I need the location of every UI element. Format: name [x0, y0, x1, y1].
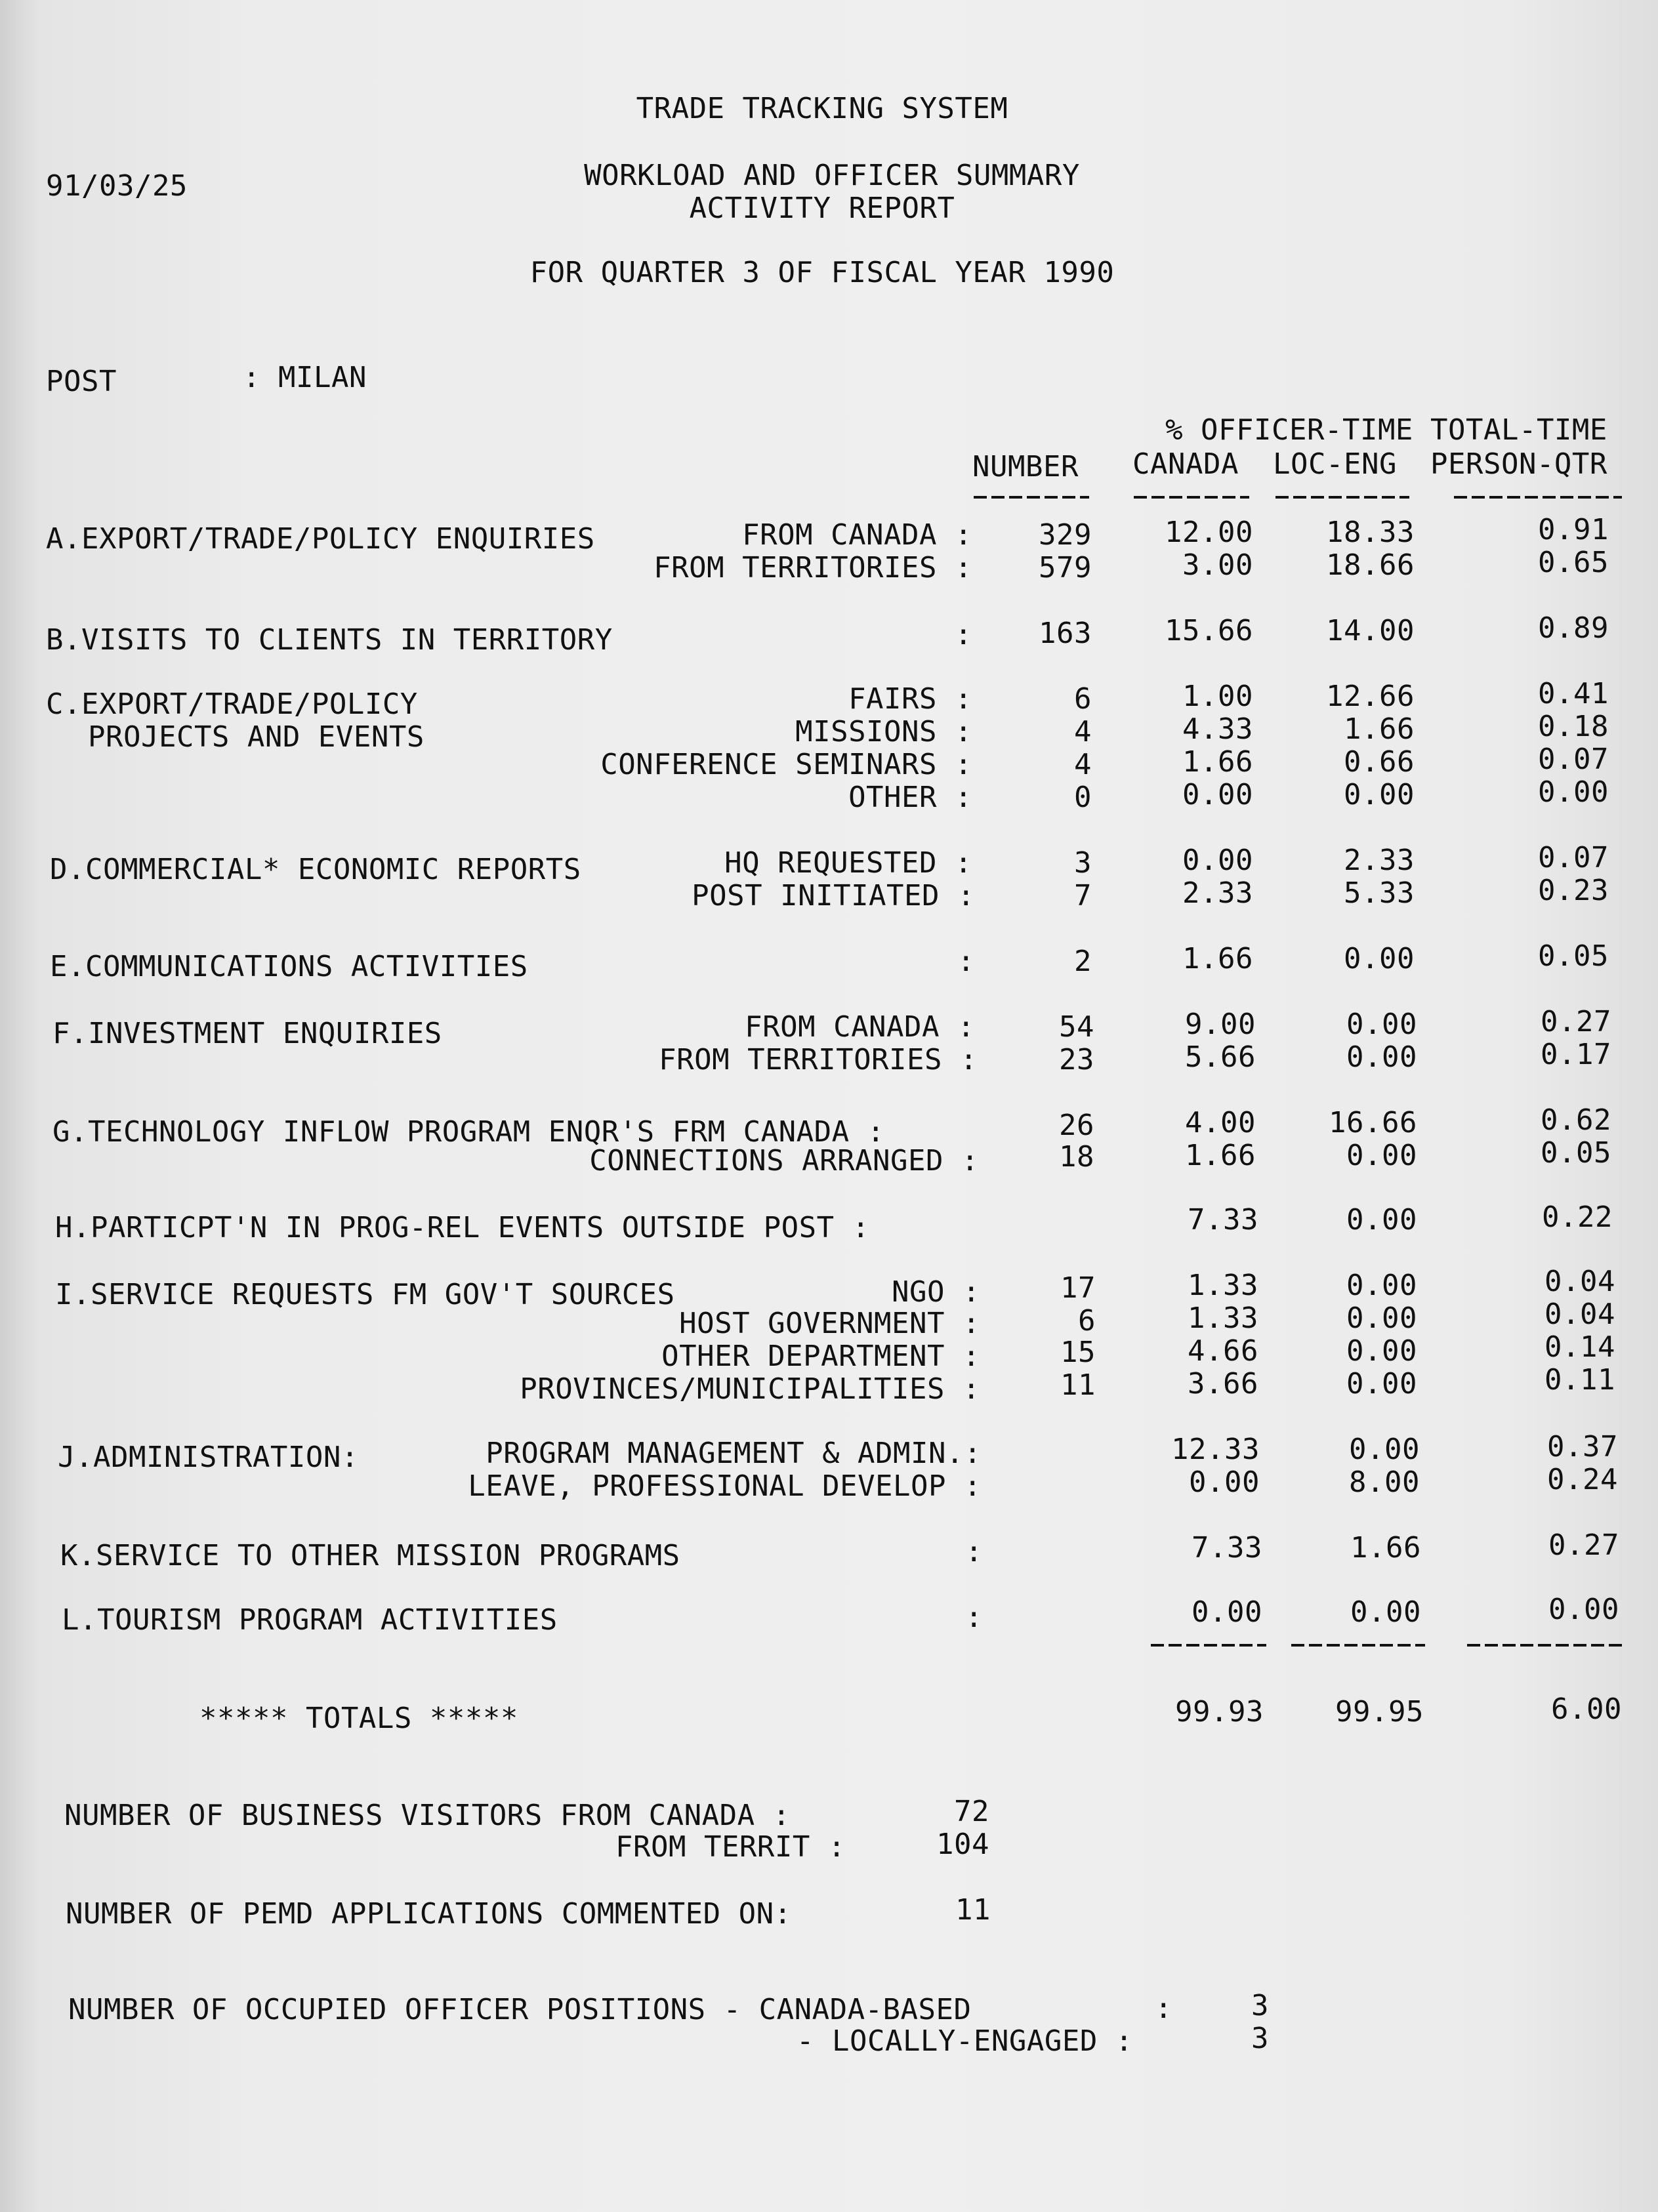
canada-cell: 4.66	[1188, 1334, 1258, 1368]
loc-eng-cell: 18.66	[1326, 548, 1415, 582]
canada-cell: 0.00	[1192, 1595, 1262, 1629]
person-qtr-underline	[1454, 496, 1622, 499]
positions-label: NUMBER OF OCCUPIED OFFICER POSITIONS - CANADA-BASED	[68, 1993, 972, 2026]
person-qtr-cell: 0.62	[1541, 1103, 1611, 1137]
person-qtr-cell: 0.91	[1538, 513, 1609, 546]
person-qtr-cell: 0.27	[1541, 1005, 1611, 1038]
loc-eng-cell: 12.66	[1326, 680, 1415, 713]
report-subtitle: ACTIVITY REPORT	[689, 192, 955, 225]
sub-label: :	[957, 945, 975, 978]
section-label: C.EXPORT/TRADE/POLICY	[46, 687, 418, 721]
report-period: FOR QUARTER 3 OF FISCAL YEAR 1990	[529, 256, 1115, 289]
section-label: I.SERVICE REQUESTS FM GOV'T SOURCES	[55, 1278, 675, 1311]
sub-label: PROVINCES/MUNICIPALITIES :	[520, 1372, 980, 1406]
sub-label: :	[955, 618, 972, 651]
loc-eng-cell: 0.00	[1346, 1040, 1417, 1074]
sub-label: HQ REQUESTED :	[724, 846, 972, 880]
section-label: L.TOURISM PROGRAM ACTIVITIES	[62, 1603, 558, 1637]
sub-label: OTHER DEPARTMENT :	[661, 1340, 980, 1373]
loc-eng-cell: 1.66	[1350, 1531, 1421, 1565]
loc-eng-cell: 1.66	[1344, 712, 1415, 746]
report-date: 91/03/25	[46, 169, 188, 203]
post-value: : MILAN	[243, 361, 367, 394]
person-qtr-cell: 0.04	[1544, 1265, 1615, 1298]
loc-eng-cell: 14.00	[1326, 614, 1415, 647]
positions-local-value: 3	[1251, 2022, 1269, 2055]
canada-cell: 15.66	[1165, 614, 1253, 647]
total-time-header: TOTAL-TIME	[1430, 413, 1607, 447]
loc-eng-cell: 0.00	[1346, 1367, 1417, 1401]
section-label: A.EXPORT/TRADE/POLICY ENQUIRIES	[46, 522, 595, 556]
canada-cell: 12.00	[1165, 516, 1253, 549]
number-cell: 7	[1074, 879, 1092, 912]
business-visitors-territ: 104	[936, 1828, 989, 1861]
loc-eng-cell: 0.66	[1344, 745, 1415, 779]
canada-cell: 3.66	[1188, 1367, 1258, 1401]
sub-label: HOST GOVERNMENT :	[679, 1307, 980, 1340]
officer-time-header: % OFFICER-TIME	[1165, 413, 1413, 447]
number-underline	[974, 496, 1089, 499]
positions-canada-value: 3	[1251, 1989, 1269, 2022]
business-visitors-label: NUMBER OF BUSINESS VISITORS FROM CANADA :	[64, 1799, 791, 1832]
person-qtr-header: PERSON-QTR	[1430, 447, 1607, 481]
person-qtr-cell: 0.05	[1538, 939, 1609, 973]
loc-eng-cell: 0.00	[1346, 1139, 1417, 1172]
canada-cell: 1.66	[1182, 942, 1253, 975]
sub-label: OTHER :	[848, 781, 972, 814]
sub-label: :	[965, 1601, 983, 1634]
loc-eng-cell: 0.00	[1346, 1334, 1417, 1368]
sub-label: POST INITIATED :	[692, 879, 975, 912]
canada-underline	[1134, 496, 1249, 499]
number-cell: 4	[1074, 715, 1092, 748]
person-qtr-cell: 0.17	[1541, 1038, 1611, 1071]
pemd-label: NUMBER OF PEMD APPLICATIONS COMMENTED ON:	[66, 1897, 792, 1931]
loc-eng-cell: 0.00	[1346, 1203, 1417, 1237]
loc-eng-cell: 0.00	[1346, 1008, 1417, 1041]
number-cell: 163	[1039, 617, 1092, 650]
canada-cell: 1.33	[1188, 1301, 1258, 1335]
sub-label: NGO :	[892, 1275, 980, 1309]
canada-cell: 2.33	[1182, 876, 1253, 910]
person-qtr-cell: 0.14	[1544, 1330, 1615, 1364]
number-cell: 6	[1078, 1304, 1096, 1338]
person-qtr-cell: 0.11	[1544, 1363, 1615, 1397]
canada-cell: 1.66	[1185, 1139, 1256, 1172]
canada-cell: 4.33	[1182, 712, 1253, 746]
section-label: G.TECHNOLOGY INFLOW PROGRAM ENQR'S FRM CANADA :	[52, 1115, 885, 1149]
loc-eng-cell: 0.00	[1349, 1433, 1420, 1466]
section-label: B.VISITS TO CLIENTS IN TERRITORY	[46, 623, 613, 657]
person-qtr-cell: 0.89	[1538, 611, 1609, 645]
number-cell: 23	[1059, 1043, 1094, 1076]
person-qtr-cell: 0.65	[1538, 546, 1609, 579]
loc-eng-total: 99.95	[1335, 1695, 1424, 1729]
person-qtr-cell: 0.00	[1548, 1593, 1619, 1626]
person-qtr-cell: 0.23	[1538, 874, 1609, 907]
sub-label: FROM TERRITORIES :	[659, 1043, 978, 1076]
number-cell: 579	[1039, 551, 1092, 584]
loc-eng-header: LOC-ENG	[1273, 447, 1397, 481]
number-header: NUMBER	[972, 450, 1079, 483]
loc-eng-cell: 16.66	[1329, 1106, 1417, 1139]
person-qtr-cell: 0.07	[1538, 841, 1609, 874]
canada-header: CANADA	[1132, 447, 1239, 481]
sub-label: FROM CANADA :	[742, 518, 972, 552]
loc-eng-total-underline	[1291, 1644, 1425, 1647]
sub-label: FROM TERRITORIES :	[653, 551, 972, 584]
loc-eng-cell: 8.00	[1349, 1465, 1420, 1499]
loc-eng-cell: 18.33	[1326, 516, 1415, 549]
canada-cell: 1.33	[1188, 1269, 1258, 1302]
person-qtr-cell: 0.27	[1548, 1528, 1619, 1562]
canada-cell: 9.00	[1185, 1008, 1256, 1041]
business-visitors-canada: 72	[954, 1795, 989, 1828]
person-qtr-cell: 0.04	[1544, 1298, 1615, 1331]
sub-label: PROGRAM MANAGEMENT & ADMIN.:	[486, 1437, 982, 1470]
number-cell: 4	[1074, 748, 1092, 781]
number-cell: 17	[1060, 1271, 1096, 1305]
loc-eng-cell: 5.33	[1344, 876, 1415, 910]
system-title: TRADE TRACKING SYSTEM	[636, 92, 1008, 125]
loc-eng-cell: 0.00	[1346, 1301, 1417, 1335]
number-cell: 0	[1074, 781, 1092, 814]
person-qtr-cell: 0.05	[1541, 1136, 1611, 1170]
canada-total: 99.93	[1175, 1695, 1264, 1729]
person-qtr-cell: 0.18	[1538, 710, 1609, 743]
section-label: H.PARTICPT'N IN PROG-REL EVENTS OUTSIDE POST :	[55, 1211, 870, 1244]
person-qtr-cell: 0.00	[1538, 775, 1609, 809]
section-label: D.COMMERCIAL* ECONOMIC REPORTS	[50, 853, 581, 886]
person-qtr-cell: 0.22	[1542, 1200, 1613, 1234]
number-cell: 2	[1074, 945, 1092, 978]
section-label: F.INVESTMENT ENQUIRIES	[52, 1017, 442, 1050]
loc-eng-cell: 0.00	[1344, 942, 1415, 975]
post-label: POST	[46, 365, 117, 398]
person-qtr-total-underline	[1467, 1644, 1622, 1647]
loc-eng-underline	[1275, 496, 1409, 499]
canada-cell: 4.00	[1185, 1106, 1256, 1139]
canada-cell: 5.66	[1185, 1040, 1256, 1074]
person-qtr-cell: 0.41	[1538, 677, 1609, 710]
loc-eng-cell: 2.33	[1344, 844, 1415, 877]
sub-label: MISSIONS :	[795, 715, 972, 748]
sub-label: :	[965, 1535, 983, 1568]
canada-cell: 1.00	[1182, 680, 1253, 713]
number-cell: 15	[1060, 1336, 1096, 1369]
canada-cell: 0.00	[1182, 778, 1253, 811]
section-label: E.COMMUNICATIONS ACTIVITIES	[50, 950, 528, 983]
section-label: K.SERVICE TO OTHER MISSION PROGRAMS	[60, 1539, 680, 1572]
number-cell: 6	[1074, 682, 1092, 716]
person-qtr-total: 6.00	[1551, 1692, 1622, 1726]
person-qtr-cell: 0.37	[1547, 1430, 1618, 1464]
pemd-value: 11	[955, 1893, 991, 1927]
number-cell: 26	[1059, 1109, 1094, 1142]
canada-cell: 3.00	[1182, 548, 1253, 582]
number-cell: 329	[1039, 518, 1092, 552]
positions-local-label: - LOCALLY-ENGAGED :	[797, 2024, 1133, 2058]
sub-label: CONNECTIONS ARRANGED :	[589, 1144, 979, 1178]
number-cell: 3	[1074, 846, 1092, 880]
loc-eng-cell: 0.00	[1350, 1595, 1421, 1629]
sub-label: FAIRS :	[848, 682, 972, 716]
canada-cell: 12.33	[1171, 1433, 1260, 1466]
from-territ-label: FROM TERRIT :	[615, 1830, 846, 1864]
canada-cell: 1.66	[1182, 745, 1253, 779]
number-cell: 18	[1059, 1140, 1094, 1174]
loc-eng-cell: 0.00	[1344, 778, 1415, 811]
canada-cell: 0.00	[1189, 1465, 1260, 1499]
positions-canada-colon: :	[1155, 1992, 1172, 2025]
section-label: J.ADMINISTRATION:	[58, 1441, 359, 1474]
person-qtr-cell: 0.24	[1547, 1463, 1618, 1496]
sub-label: FROM CANADA :	[745, 1010, 975, 1044]
sub-label: CONFERENCE SEMINARS :	[600, 748, 972, 781]
section-label: PROJECTS AND EVENTS	[88, 720, 425, 754]
canada-cell: 7.33	[1192, 1531, 1262, 1565]
person-qtr-cell: 0.07	[1538, 743, 1609, 776]
number-cell: 54	[1059, 1010, 1094, 1044]
sub-label: LEAVE, PROFESSIONAL DEVELOP :	[468, 1469, 982, 1503]
report-title: WORKLOAD AND OFFICER SUMMARY	[584, 159, 1080, 192]
canada-total-underline	[1151, 1644, 1266, 1647]
totals-label: ***** TOTALS *****	[199, 1702, 518, 1735]
canada-cell: 0.00	[1182, 844, 1253, 877]
loc-eng-cell: 0.00	[1346, 1269, 1417, 1302]
number-cell: 11	[1060, 1368, 1096, 1402]
canada-cell: 7.33	[1188, 1203, 1258, 1237]
